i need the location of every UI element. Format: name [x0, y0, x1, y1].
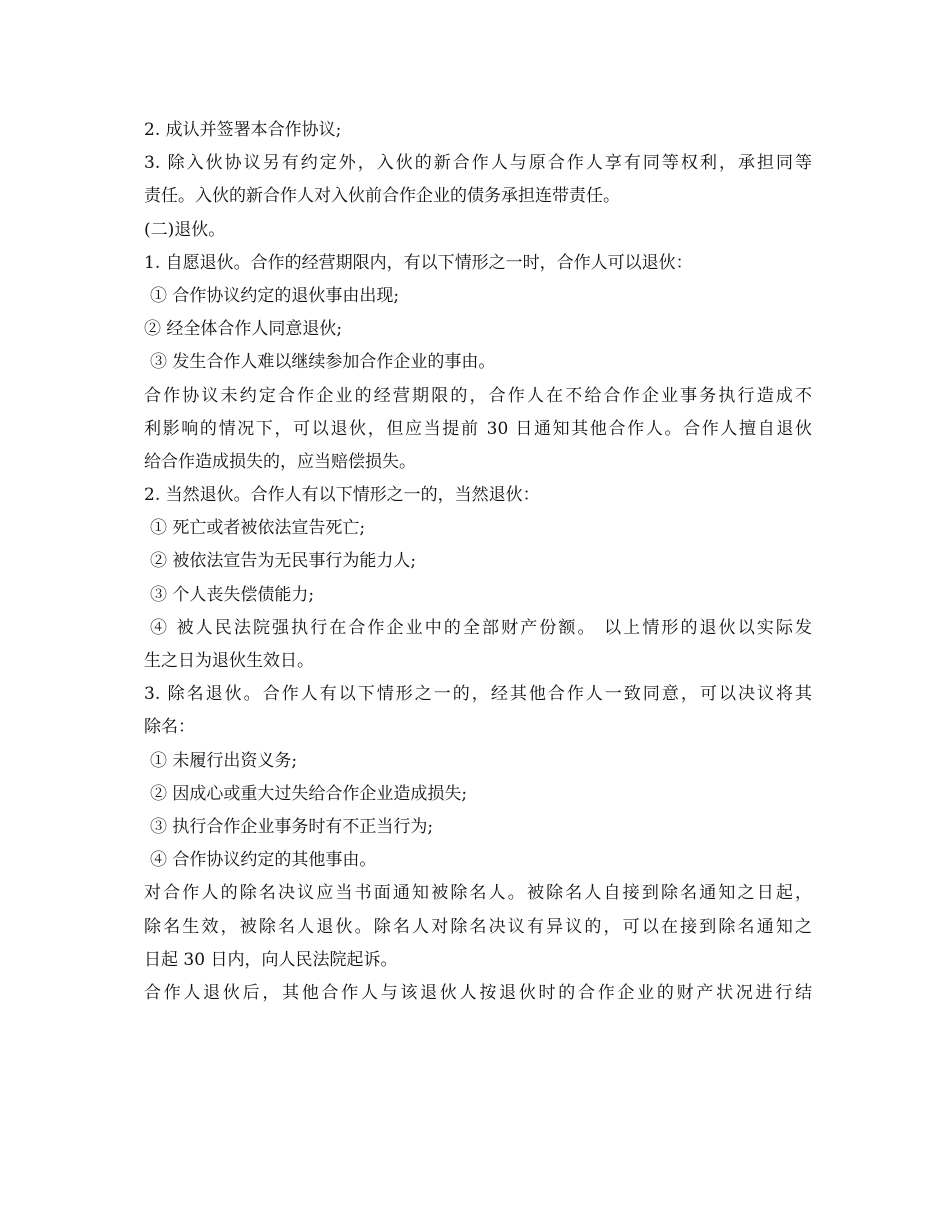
list-item: ① 合作协议约定的退伙事由出现; — [150, 285, 400, 306]
list-item: ③ 发生合作人难以继续参加合作企业的事由。 — [150, 352, 496, 373]
text-line: 对合作人的除名决议应当书面通知被除名人。被除名人自接到除名通知之日起， — [144, 883, 812, 904]
text-line: 除名： — [144, 717, 195, 738]
list-item: ④ 合作协议约定的其他事由。 — [150, 850, 377, 871]
list-item: ③ 个人丧失偿债能力; — [150, 584, 315, 605]
text-line: 2. 成认并签署本合作协议; — [144, 120, 342, 140]
text-line: 日起 30 日内，向人民法院起诉。 — [144, 949, 398, 970]
list-item: ② 因成心或重大过失给合作企业造成损失; — [150, 783, 468, 804]
text-line: 给合作造成损失的，应当赔偿损失。 — [144, 451, 416, 472]
list-item: ③ 执行合作企业事务时有不正当行为; — [150, 816, 434, 837]
text-line: 3. 除名退伙。合作人有以下情形之一的，经其他合作人一致同意，可以决议将其 — [144, 684, 812, 705]
text-line: 2. 当然退伙。合作人有以下情形之一的，当然退伙： — [144, 485, 540, 506]
document-body — [144, 114, 812, 1010]
section-heading: (二)退伙。 — [144, 219, 226, 240]
text-line: 责任。入伙的新合作人对入伙前合作企业的债务承担连带责任。 — [144, 186, 620, 207]
text-line: 合作协议未约定合作企业的经营期限的，合作人在不给合作企业事务执行造成不 — [144, 385, 812, 406]
text-line: 生之日为退伙生效日。 — [144, 651, 314, 671]
text-line: 3. 除入伙协议另有约定外，入伙的新合作人与原合作人享有同等权利，承担同等 — [144, 153, 812, 174]
text-line: 合作人退伙后，其他合作人与该退伙人按退伙时的合作企业的财产状况进行结 — [144, 982, 812, 1003]
list-item: ② 经全体合作人同意退伙; — [144, 319, 343, 340]
list-item: ④ 被人民法院强执行在合作企业中的全部财产份额。 以上情形的退伙以实际发 — [150, 617, 812, 638]
list-item: ① 死亡或者被依法宣告死亡; — [150, 518, 366, 539]
text-line: 利影响的情况下，可以退伙，但应当提前 30 日通知其他合作人。合作人擅自退伙 — [144, 418, 812, 439]
text-line: 1. 自愿退伙。合作的经营期限内，有以下情形之一时，合作人可以退伙： — [144, 252, 693, 273]
list-item: ② 被依法宣告为无民事行为能力人; — [150, 551, 417, 572]
list-item: ① 未履行出资义务; — [150, 750, 298, 771]
text-line: 除名生效，被除名人退伙。除名人对除名决议有异议的，可以在接到除名通知之 — [144, 916, 812, 937]
